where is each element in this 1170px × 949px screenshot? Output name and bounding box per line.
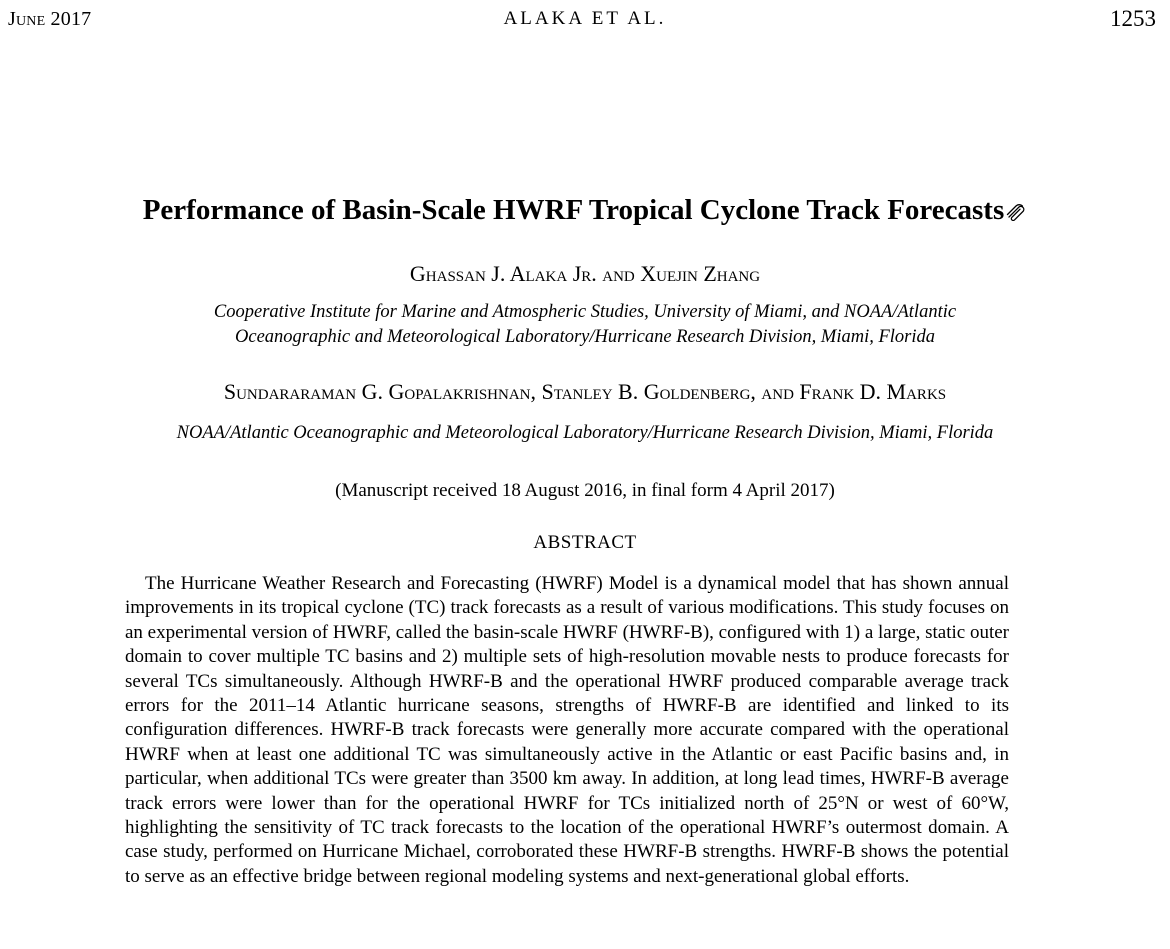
abstract-heading: ABSTRACT (533, 532, 637, 553)
author-group-2: Sundararaman G. Gopalakrishnan, Stanley B. Goldenberg, and Frank D. Marks (223, 379, 947, 404)
running-head-authors: ALAKA ET AL. (503, 8, 667, 29)
manuscript-note: (Manuscript received 18 August 2016, in final form 4 April 2017) (335, 480, 835, 501)
paper-title (0, 194, 1170, 229)
abstract-text: The Hurricane Weather Research and Forecasting (HWRF) Model is a dynamical model that has shown annual improvements in its tropical cyclone (TC) track forecasts as a result of various modifications. This study focuses on an experimental version of HWRF, called the basin-scale HWRF (HWRF-B), configured with 1) a large, static outer domain to cover multiple TC basins and 2) multiple sets of high-resolution movable nests to produce forecasts for several TCs simultaneously. Although HWRF-B and the operational HWRF produced comparable average track errors for the 2011–14 Atlantic hurricane seasons, strengths of HWRF-B are identified and linked to its configuration differences. HWRF-B track forecasts were generally more accurate compared with the operational HWRF when at least one additional TC was simultaneously active in the Atlantic or east Pacific basins and, in particular, when additional TCs were greater than 3500 km away. In addition, at long lead times, HWRF-B average track errors were lower than for the operational HWRF for TCs initialized north of 25°N or west of 60°W, highlighting the sensitivity of TC track forecasts to the location of the operational HWRF’s outermost domain. A case study, performed on Hurricane Michael, corroborated these HWRF-B strengths. HWRF-B shows the potential to serve as an effective bridge between regional modeling systems and next-generational global efforts. (125, 573, 1010, 887)
affiliation-1-line-1: Cooperative Institute for Marine and Atmospheric Studies, University of Miami, and NOAA/Atlantic (213, 302, 957, 322)
page-number: 1253 (1110, 6, 1156, 31)
affiliation-1 (0, 300, 1170, 350)
open-access-icon[interactable] (1005, 196, 1027, 229)
author-group-1: Ghassan J. Alaka Jr. and Xuejin Zhang (409, 261, 761, 286)
running-head-date: June 2017 (8, 8, 92, 30)
running-head (0, 6, 1170, 36)
paper-title-text: Performance of Basin-Scale HWRF Tropical Cyclone Track Forecasts (142, 194, 1005, 226)
affiliation-1-line-2: Oceanographic and Meteorological Laboratory/Hurricane Research Division, Miami, Florida (235, 327, 935, 347)
affiliation-2: NOAA/Atlantic Oceanographic and Meteorological Laboratory/Hurricane Research Division, Miami, Florida (176, 423, 994, 443)
